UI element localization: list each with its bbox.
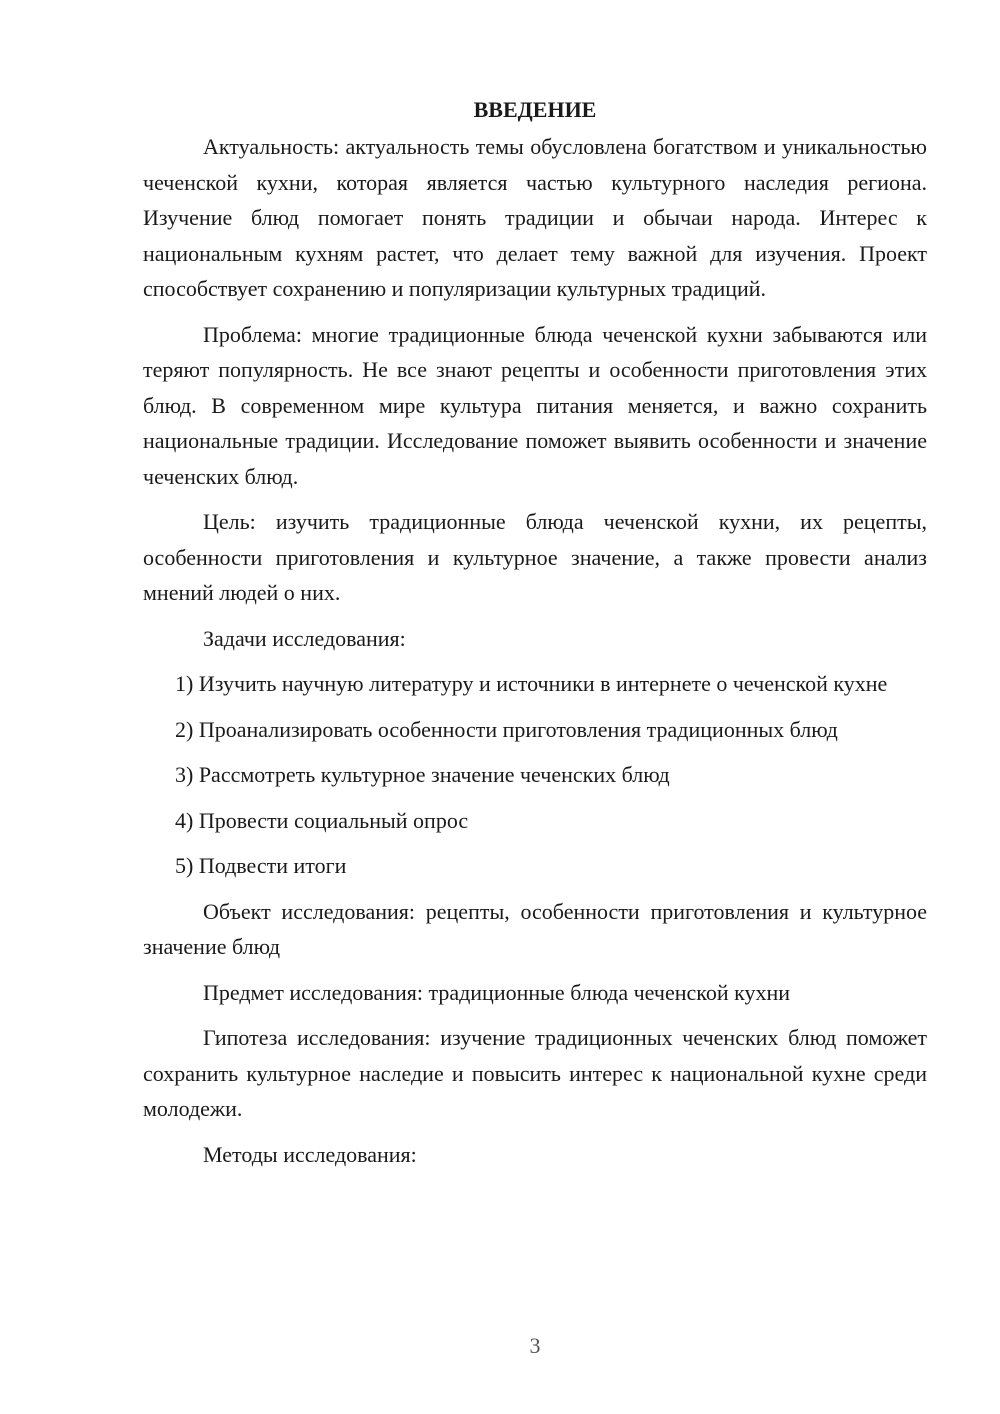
section-title: ВВЕДЕНИЕ [473,97,597,122]
subject-paragraph: Предмет исследования: традиционные блюда чеченской кухни [203,979,791,1005]
task-item: 2) Проанализировать особенности приготовления традиционных блюд [175,716,838,742]
relevance-paragraph: Актуальность: актуальность темы обусловлена богатством и уникальностью чеченской кухни, которая является частью культурного наследия региона. Изучение блюд помогает понять традиции и обычаи народа. Интерес к национальным кухням растет, что делает тему важной для изучения. Проект способствует сохранению и популяризации культурных традиций. [143,134,927,301]
page-number: 3 [529,1333,541,1358]
document-page [143,92,927,1182]
goal-paragraph: Цель: изучить традиционные блюда чеченской кухни, их рецепты, особенности приготовления и культурное значение, а также провести анализ мнений людей о них. [143,509,927,605]
tasks-heading: Задачи исследования: [203,625,406,651]
problem-paragraph: Проблема: многие традиционные блюда чеченской кухни забываются или теряют популярность. Не все знают рецепты и особенности приготовления этих блюд. В современном мире культура питания меняется, и важно сохранить национальные традиции. Исследование поможет выявить особенности и значение чеченских блюд. [143,321,927,489]
task-item: 4) Провести социальный опрос [175,807,469,833]
object-paragraph: Объект исследования: рецепты, особенности приготовления и культурное значение блюд [143,898,927,959]
methods-heading: Методы исследования: [203,1141,417,1167]
task-item: 3) Рассмотреть культурное значение чеченских блюд [175,762,670,787]
hypothesis-paragraph: Гипотеза исследования: изучение традиционных чеченских блюд поможет сохранить культурное наследие и повысить интерес к национальной кухне среди молодежи. [143,1025,927,1121]
task-item: 1) Изучить научную литературу и источники в интернете о чеченской кухне [175,671,888,696]
task-item: 5) Подвести итоги [175,853,347,878]
